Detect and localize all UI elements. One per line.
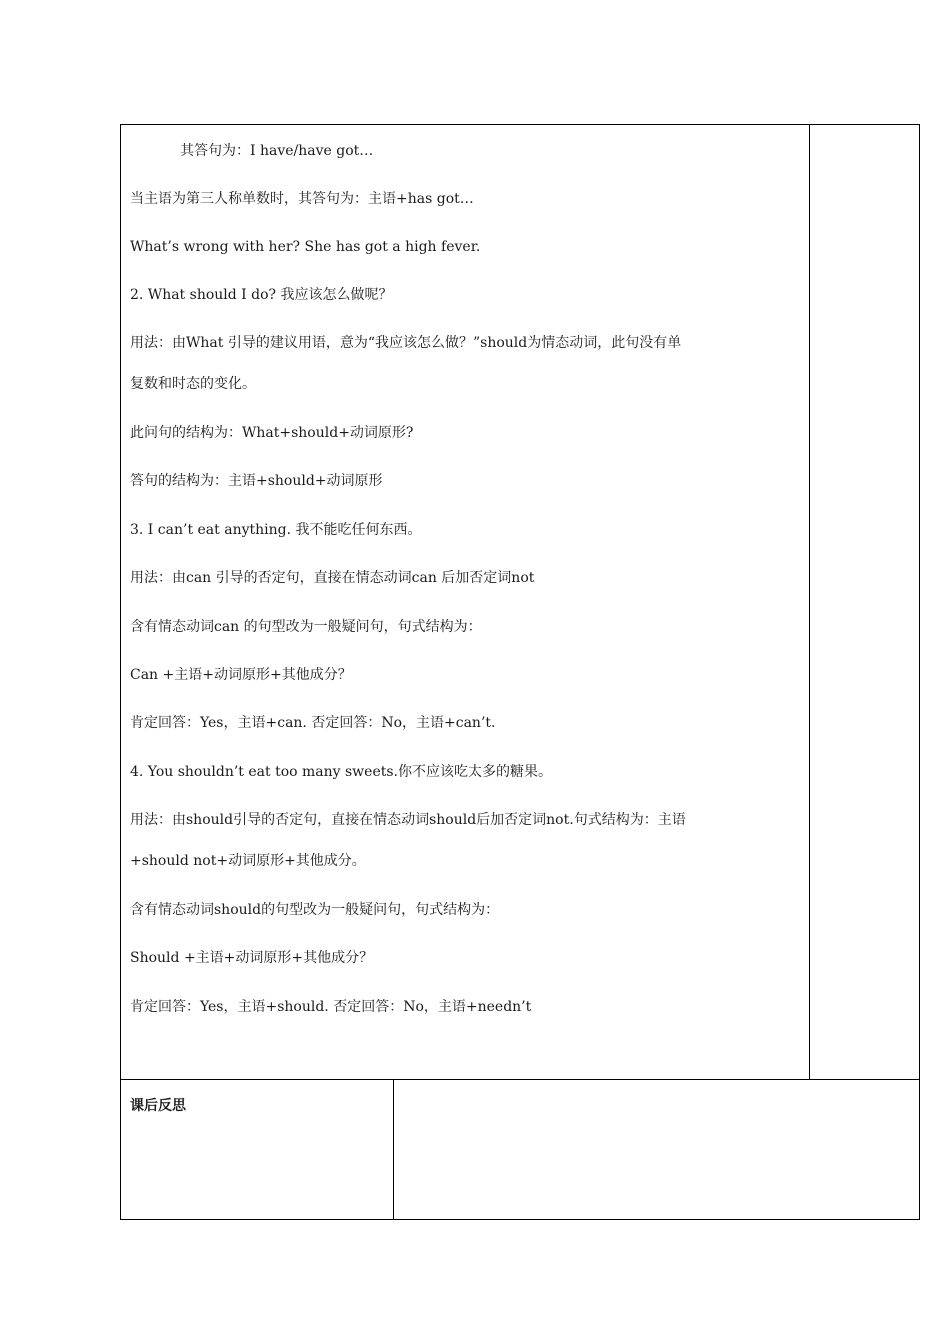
content-line: 含有情态动词can 的句型改为一般疑问句，句式结构为：	[130, 619, 482, 635]
table-border-top	[120, 124, 920, 125]
content-line: 4. You shouldn’t eat too many sweets.你不应该吃太多的糖果。	[130, 764, 552, 780]
table-border-bottom	[120, 1219, 920, 1220]
content-line: 用法：由should引导的否定句，直接在情态动词should后加否定词not.句式结构为：主语	[130, 812, 686, 828]
content-line: 用法：由can 引导的否定句，直接在情态动词can 后加否定词not	[130, 570, 535, 586]
content-line: 其答句为：I have/have got…	[180, 143, 374, 159]
content-line: 用法：由What 引导的建议用语，意为“我应该怎么做？”should为情态动词，此句没有单	[130, 335, 682, 351]
row-divider	[120, 1079, 920, 1080]
table-border-right	[919, 124, 920, 1220]
content-line: +should not+动词原形+其他成分。	[130, 853, 366, 869]
content-line: 肯定回答：Yes，主语+should. 否定回答：No，主语+needn’t	[130, 999, 532, 1015]
content-line: What’s wrong with her? She has got a high fever.	[130, 239, 481, 255]
content-line: Can +主语+动词原形+其他成分？	[130, 667, 352, 683]
content-line: 2. What should I do? 我应该怎么做呢？	[130, 287, 393, 303]
content-line: 答句的结构为：主语+should+动词原形	[130, 473, 383, 489]
content-line: 复数和时态的变化。	[130, 376, 256, 392]
table-border-left	[120, 124, 121, 1220]
content-line: Should +主语+动词原形+其他成分？	[130, 950, 374, 966]
column-divider-upper	[809, 124, 810, 1080]
column-divider-lower	[393, 1079, 394, 1220]
content-line: 肯定回答：Yes，主语+can. 否定回答：No，主语+can’t.	[130, 715, 496, 731]
content-line: 当主语为第三人称单数时，其答句为：主语+has got…	[130, 191, 474, 207]
content-line: 含有情态动词should的句型改为一般疑问句，句式结构为：	[130, 902, 500, 918]
content-line: 3. I can’t eat anything. 我不能吃任何东西。	[130, 522, 422, 538]
content-line: 此问句的结构为：What+should+动词原形?	[130, 425, 414, 441]
reflection-label: 课后反思	[130, 1098, 186, 1114]
